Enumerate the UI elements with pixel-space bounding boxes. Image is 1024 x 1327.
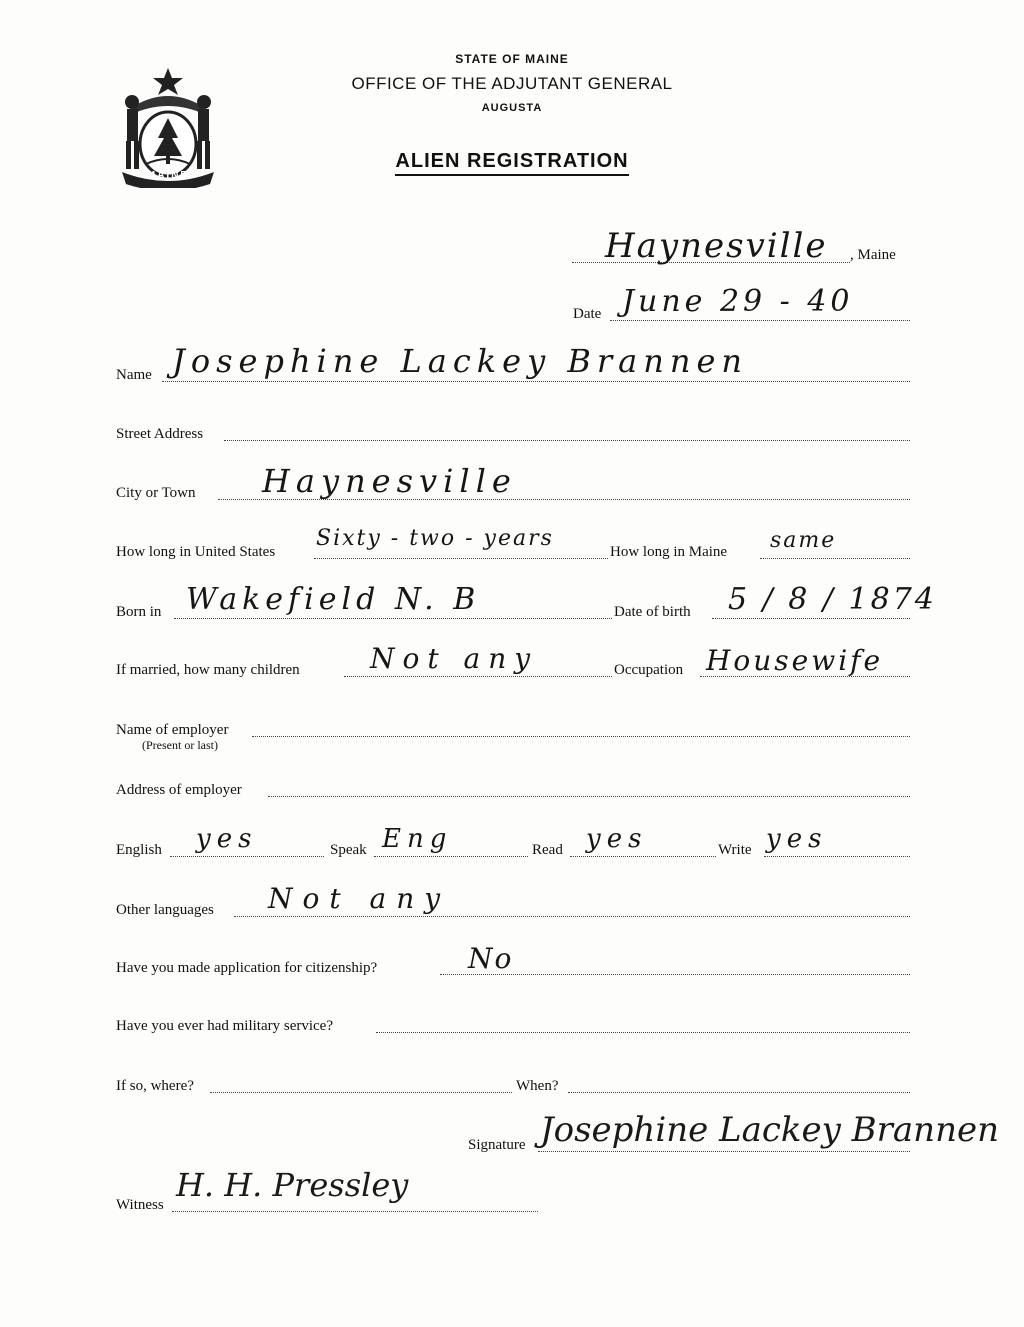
write-label: Write — [718, 842, 752, 858]
witness-value: H. H. Pressley — [176, 1166, 409, 1204]
born-in-line — [174, 618, 612, 619]
date-label: Date — [573, 306, 602, 322]
speak-value: Eng — [382, 824, 453, 854]
signature-value: Josephine Lackey Brannen — [540, 1110, 999, 1150]
how-long-maine-value: same — [770, 528, 837, 553]
name-value: Josephine Lackey Brannen — [172, 342, 748, 380]
date-value: June 29 - 40 — [622, 284, 854, 319]
how-long-us-value: Sixty - two - years — [316, 526, 554, 551]
where-line — [210, 1092, 512, 1093]
employer-address-label: Address of employer — [116, 782, 242, 798]
other-languages-value: Not any — [268, 882, 451, 915]
occupation-label: Occupation — [614, 662, 684, 678]
witness-line — [172, 1211, 538, 1212]
state-heading: STATE OF MAINE — [455, 52, 569, 66]
how-long-maine-label: How long in Maine — [610, 544, 728, 560]
date-line — [610, 320, 910, 321]
city-value: Haynesville — [262, 462, 517, 500]
form-title-text: ALIEN REGISTRATION — [395, 150, 628, 176]
citizenship-value: No — [468, 942, 514, 975]
witness-label: Witness — [116, 1197, 164, 1213]
city-label: City or Town — [116, 485, 196, 501]
where-label: If so, where? — [116, 1078, 194, 1094]
signature-line — [538, 1151, 910, 1152]
when-label: When? — [516, 1078, 559, 1094]
street-label: Street Address — [116, 426, 204, 442]
place-value: Haynesville — [605, 226, 828, 266]
employer-line — [252, 736, 910, 737]
other-languages-line — [234, 916, 910, 917]
military-line — [376, 1032, 910, 1033]
city-heading: AUGUSTA — [481, 102, 543, 114]
office-heading: OFFICE OF THE ADJUTANT GENERAL — [351, 74, 673, 93]
street-line — [224, 440, 910, 441]
employer-sublabel: (Present or last) — [142, 738, 218, 752]
signature-label: Signature — [468, 1137, 526, 1153]
place-suffix: , Maine — [850, 247, 896, 263]
how-long-maine-line — [760, 558, 910, 559]
born-in-label: Born in — [116, 604, 162, 620]
name-label: Name — [116, 367, 152, 383]
employer-label: Name of employer — [116, 722, 229, 738]
when-line — [568, 1092, 910, 1093]
date-of-birth-line — [712, 618, 910, 619]
english-label: English — [116, 842, 162, 858]
speak-line — [374, 856, 528, 857]
born-in-value: Wakefield N. B — [186, 582, 481, 617]
date-of-birth-value: 5 / 8 / 1874 — [728, 582, 937, 617]
other-languages-label: Other languages — [116, 902, 214, 918]
how-long-us-label: How long in United States — [116, 544, 276, 560]
children-value: Not any — [370, 642, 539, 675]
read-value: yes — [586, 824, 648, 854]
occupation-value: Housewife — [706, 644, 884, 677]
seal-label: MAINE — [146, 170, 190, 181]
english-value: yes — [196, 824, 258, 854]
read-line — [570, 856, 716, 857]
how-long-us-line — [314, 558, 608, 559]
read-label: Read — [532, 842, 563, 858]
children-line — [344, 676, 612, 677]
military-label: Have you ever had military service? — [116, 1018, 333, 1034]
write-line — [764, 856, 910, 857]
name-line — [162, 381, 910, 382]
date-of-birth-label: Date of birth — [614, 604, 691, 620]
speak-label: Speak — [330, 842, 367, 858]
children-label: If married, how many children — [116, 662, 300, 678]
write-value: yes — [766, 824, 828, 854]
maine-seal-icon — [112, 66, 224, 188]
english-line — [170, 856, 324, 857]
employer-address-line — [268, 796, 910, 797]
citizenship-label: Have you made application for citizenship? — [116, 960, 378, 976]
